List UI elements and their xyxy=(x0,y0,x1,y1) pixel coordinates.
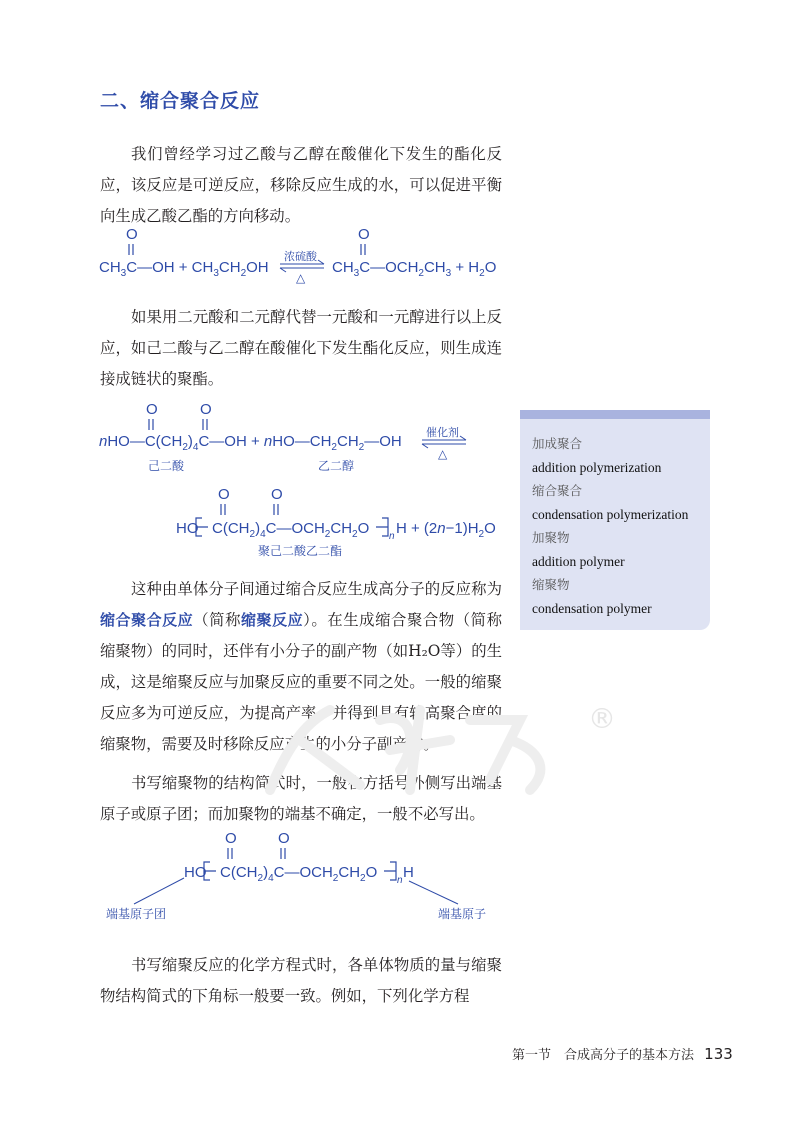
label-adipic-acid: 己二酸 xyxy=(148,459,185,473)
paragraph-esterification xyxy=(100,139,502,232)
glossary-term-en: addition polymerization xyxy=(532,459,662,475)
paragraph-text: 书写缩聚物的结构简式时，一般在方括号外侧写出端基原子或原子团；而加聚物的端基不确定，一般不必写出。 xyxy=(100,774,502,823)
product-ch3: CH xyxy=(332,259,354,276)
polyester-formula: HO xyxy=(176,520,199,537)
paragraph-polyester xyxy=(100,302,502,395)
carbonyl-o-left: O xyxy=(146,401,158,418)
keyword-polycondensation: 缩聚反应 xyxy=(241,611,304,629)
product-carbonyl-o-2: O xyxy=(271,486,283,503)
paragraph-text: 如果用二元酸和二元醇代替一元酸和一元醇进行以上反应，如己二酸与乙二醇在酸催化下发生酯化反应，则生成连接成链状的聚酯。 xyxy=(100,308,502,388)
watermark-logo xyxy=(250,680,616,810)
svg-text:HO xyxy=(176,520,199,537)
glossary-term-en: addition polymer xyxy=(532,553,625,569)
svg-text:n: n xyxy=(397,875,403,886)
catalyst-label: 催化剂 xyxy=(426,426,459,439)
equation-esterification xyxy=(96,224,506,284)
end-group-h: H xyxy=(403,864,414,881)
adipic-acid-formula: HO—C(CH xyxy=(107,433,183,450)
glossary-term-zh: 加成聚合 xyxy=(532,436,583,451)
sidebar-accent-bar xyxy=(520,410,710,419)
end-group-ho: HO xyxy=(184,864,207,881)
glossary-sidebar xyxy=(520,410,710,630)
label-ethylene-glycol: 乙二醇 xyxy=(318,459,355,473)
heat-symbol: △ xyxy=(438,447,448,461)
structure-end-groups xyxy=(96,826,506,926)
svg-text:CH3C—OH + CH3CH2OH: $CH_3C—OH + CH_3CH_2OH$ xyxy=(99,259,269,279)
reactant-ch3: CH xyxy=(99,259,121,276)
svg-text:C(CH2)4C—OCH2CH2O: $C(CH_2)_4C—OCH_2CH_2O$ xyxy=(220,864,378,884)
catalyst-label: 浓硫酸 xyxy=(284,250,317,263)
glycol-formula: HO—CH xyxy=(272,433,332,450)
paragraph-text: 我们曾经学习过乙酸与乙醇在酸催化下发生的酯化反应，该反应是可逆反应，移除反应生成的水，可以促进平衡向生成乙酸乙酯的方向移动。 xyxy=(100,145,502,225)
glossary-term-zh: 缩聚物 xyxy=(532,577,570,592)
keyword-condensation-polymerization: 缩合聚合反应 xyxy=(100,611,194,629)
label-end-group-right: 端基原子 xyxy=(438,907,487,921)
svg-text:n: n xyxy=(389,531,395,542)
equation-polycondensation xyxy=(96,398,506,558)
registered-mark: ® xyxy=(588,702,616,735)
carbonyl-o-1: O xyxy=(126,226,138,243)
label-end-group-left: 端基原子团 xyxy=(106,907,167,921)
glossary-term-zh: 缩合聚合 xyxy=(532,483,583,498)
page-number: 133 xyxy=(704,1045,733,1063)
label-polyester: 聚己二酸乙二酯 xyxy=(258,544,343,558)
svg-text:CH3C—OCH2CH3 + H2O: $CH_3C—OCH_2CH_3 + H_2O$ xyxy=(332,259,497,279)
paragraph-equation-writing xyxy=(100,950,502,1012)
svg-text:nHO—C(CH2)4C—OH + nHO—CH2CH2—O: $nHO—C(CH_2)_4C—OH$ + $nHO—CH_2CH_2—OH$ xyxy=(99,433,402,453)
carbonyl-o-2: O xyxy=(278,830,290,847)
glossary-list xyxy=(532,432,688,620)
glossary-term-en: condensation polymer xyxy=(532,600,652,616)
footer-section: 第一节 合成高分子的基本方法 xyxy=(512,1048,695,1063)
svg-text:C(CH2)4C—OCH2CH2O: $C(CH_2)_4C—OCH_2CH_2O$ xyxy=(212,520,370,540)
carbonyl-o-right: O xyxy=(200,401,212,418)
carbonyl-o-1: O xyxy=(225,830,237,847)
page-footer xyxy=(512,1044,733,1063)
heat-symbol: △ xyxy=(296,271,306,285)
product-carbonyl-o-1: O xyxy=(218,486,230,503)
svg-text:H + (2n−1)H2O: $H + (2n-1)H_2O$ xyxy=(396,520,496,540)
carbonyl-o-2: O xyxy=(358,226,370,243)
paragraph-condensation-definition: 这种由单体分子间通过缩合反应生成高分子的反应称为缩合聚合反应（简称缩聚反应）。在生成缩合聚合物（简称缩聚物）的同时，还伴有小分子的副产物（如H₂O等）的生成，这是缩聚反应与加聚反应的重要不同之处。一般的缩聚反应多为可逆反应，为提高产率，并得到具有较高聚合度的缩聚物，需要及时移除反应产生的小分子副产物。 xyxy=(100,580,502,753)
glossary-term-zh: 加聚物 xyxy=(532,530,570,545)
section-title: 二、缩合聚合反应 xyxy=(100,90,261,112)
glossary-term-en: condensation polymerization xyxy=(532,506,689,522)
paragraph-text: 书写缩聚反应的化学方程式时，各单体物质的量与缩聚物结构简式的下角标一般要一致。例如，下列化学方程 xyxy=(100,956,502,1005)
